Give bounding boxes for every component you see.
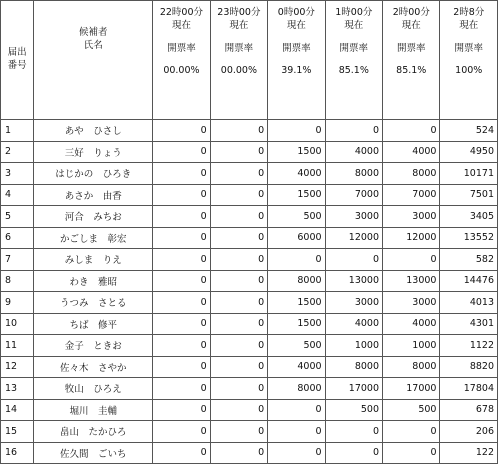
candidate-name: 牧山 ひろえ — [34, 378, 153, 400]
vote-count: 1000 — [325, 335, 382, 357]
table-row — [1, 421, 498, 443]
vote-count: 0 — [210, 206, 267, 228]
vote-count: 3000 — [383, 206, 440, 228]
entry-number: 16 — [1, 442, 34, 464]
vote-count: 4000 — [383, 141, 440, 163]
vote-count: 0 — [153, 249, 210, 271]
vote-count: 0 — [210, 399, 267, 421]
header-entry-number-line2: 番号 — [7, 60, 27, 71]
vote-count: 8000 — [383, 356, 440, 378]
vote-count: 6000 — [268, 227, 325, 249]
table-row — [1, 399, 498, 421]
entry-number: 1 — [1, 120, 34, 142]
header-candidate-name — [34, 1, 153, 120]
vote-count: 17000 — [325, 378, 382, 400]
header-time-1 — [210, 1, 267, 120]
vote-count: 8000 — [325, 356, 382, 378]
header-candidate-name-line1: 候補者 — [78, 27, 108, 38]
header-rate-label: 開票率 — [339, 42, 369, 54]
header-genzai: 現在 — [401, 19, 421, 31]
vote-count: 4013 — [440, 292, 498, 314]
vote-count: 4000 — [325, 313, 382, 335]
vote-count: 0 — [268, 442, 325, 464]
header-row — [1, 1, 498, 120]
entry-number: 15 — [1, 421, 34, 443]
vote-count: 0 — [153, 378, 210, 400]
header-candidate-name-line2: 氏名 — [83, 39, 103, 51]
vote-count: 8820 — [440, 356, 498, 378]
entry-number: 2 — [1, 141, 34, 163]
table-row — [1, 442, 498, 464]
table-row — [1, 378, 498, 400]
vote-count: 0 — [210, 120, 267, 142]
vote-count: 0 — [268, 399, 325, 421]
header-time-label: 0時00分 — [277, 7, 315, 18]
vote-count: 0 — [383, 120, 440, 142]
vote-count: 3000 — [325, 206, 382, 228]
header-genzai: 現在 — [459, 19, 479, 31]
vote-count: 3000 — [325, 292, 382, 314]
table-row — [1, 249, 498, 271]
vote-count: 0 — [153, 227, 210, 249]
vote-count: 0 — [153, 163, 210, 185]
vote-count: 4000 — [325, 141, 382, 163]
vote-count: 0 — [153, 399, 210, 421]
vote-count: 0 — [153, 184, 210, 206]
vote-count: 0 — [325, 442, 382, 464]
vote-count: 4301 — [440, 313, 498, 335]
vote-count: 0 — [325, 120, 382, 142]
vote-count: 13552 — [440, 227, 498, 249]
candidate-name: みしま りえ — [34, 249, 153, 271]
entry-number: 10 — [1, 313, 34, 335]
header-time-label: 2時8分 — [453, 7, 485, 18]
vote-count: 7501 — [440, 184, 498, 206]
vote-count: 7000 — [383, 184, 440, 206]
vote-count: 13000 — [325, 270, 382, 292]
vote-count: 122 — [440, 442, 498, 464]
table-row — [1, 184, 498, 206]
vote-count: 1500 — [268, 141, 325, 163]
entry-number: 14 — [1, 399, 34, 421]
vote-count: 0 — [153, 356, 210, 378]
vote-count: 7000 — [325, 184, 382, 206]
vote-count: 0 — [210, 356, 267, 378]
header-time-label: 2時00分 — [392, 7, 430, 18]
header-rate-label: 開票率 — [224, 42, 254, 54]
candidate-name: 三好 りょう — [34, 141, 153, 163]
vote-count: 0 — [153, 335, 210, 357]
entry-number: 11 — [1, 335, 34, 357]
entry-number: 12 — [1, 356, 34, 378]
vote-count: 0 — [153, 270, 210, 292]
vote-count: 500 — [325, 399, 382, 421]
vote-count: 4000 — [383, 313, 440, 335]
vote-count: 0 — [383, 249, 440, 271]
vote-count: 8000 — [325, 163, 382, 185]
entry-number: 6 — [1, 227, 34, 249]
vote-count: 0 — [383, 421, 440, 443]
candidate-name: 金子 ときお — [34, 335, 153, 357]
entry-number: 3 — [1, 163, 34, 185]
candidate-name: あさか 由香 — [34, 184, 153, 206]
vote-count: 0 — [210, 227, 267, 249]
vote-count: 0 — [268, 421, 325, 443]
vote-count: 12000 — [383, 227, 440, 249]
candidate-name: わき 雅昭 — [34, 270, 153, 292]
vote-count: 678 — [440, 399, 498, 421]
vote-count: 3405 — [440, 206, 498, 228]
header-time-label: 23時00分 — [217, 7, 261, 18]
header-time-0 — [153, 1, 210, 120]
vote-count: 13000 — [383, 270, 440, 292]
header-rate-value: 39.1% — [281, 65, 312, 77]
header-rate-value: 00.00% — [163, 65, 200, 77]
header-genzai: 現在 — [344, 19, 364, 31]
vote-count: 0 — [325, 421, 382, 443]
candidate-name: 堀川 圭輔 — [34, 399, 153, 421]
header-time-2 — [268, 1, 325, 120]
header-time-label: 22時00分 — [159, 7, 204, 18]
header-rate-label: 開票率 — [454, 42, 483, 54]
vote-count: 500 — [268, 206, 325, 228]
header-rate-label: 開票率 — [397, 42, 426, 54]
vote-count: 0 — [153, 206, 210, 228]
vote-count: 500 — [268, 335, 325, 357]
vote-count: 8000 — [383, 163, 440, 185]
vote-count: 0 — [153, 421, 210, 443]
vote-count: 0 — [210, 335, 267, 357]
table-row — [1, 313, 498, 335]
header-time-3 — [325, 1, 382, 120]
vote-count: 14476 — [440, 270, 498, 292]
vote-count: 0 — [210, 313, 267, 335]
vote-count: 0 — [210, 270, 267, 292]
vote-count: 4950 — [440, 141, 498, 163]
candidate-name: あや ひさし — [34, 120, 153, 142]
table-row — [1, 270, 498, 292]
table-row — [1, 120, 498, 142]
candidate-name: 佐々木 さやか — [34, 356, 153, 378]
header-rate-value: 00.00% — [220, 65, 258, 77]
entry-number: 5 — [1, 206, 34, 228]
vote-count: 0 — [210, 141, 267, 163]
entry-number: 9 — [1, 292, 34, 314]
header-rate-value: 85.1% — [396, 65, 427, 77]
vote-count: 0 — [210, 292, 267, 314]
vote-count: 206 — [440, 421, 498, 443]
vote-count: 12000 — [325, 227, 382, 249]
vote-count: 0 — [210, 442, 267, 464]
vote-count: 0 — [153, 141, 210, 163]
header-genzai: 現在 — [229, 19, 249, 31]
header-rate-label: 開票率 — [282, 42, 311, 54]
vote-count: 0 — [210, 163, 267, 185]
vote-count: 17000 — [383, 378, 440, 400]
vote-count: 500 — [383, 399, 440, 421]
vote-count: 0 — [210, 184, 267, 206]
candidate-name: かごしま 彰宏 — [34, 227, 153, 249]
vote-count: 4000 — [268, 356, 325, 378]
vote-count: 0 — [210, 378, 267, 400]
vote-count: 582 — [440, 249, 498, 271]
entry-number: 13 — [1, 378, 34, 400]
vote-count: 0 — [153, 442, 210, 464]
candidate-name: 佐久間 ごいち — [34, 442, 153, 464]
candidate-name: ちば 修平 — [34, 313, 153, 335]
header-time-label: 1時00分 — [335, 7, 373, 18]
table-row — [1, 206, 498, 228]
entry-number: 8 — [1, 270, 34, 292]
entry-number: 4 — [1, 184, 34, 206]
header-entry-number — [1, 1, 34, 120]
vote-count: 0 — [268, 249, 325, 271]
vote-count: 17804 — [440, 378, 498, 400]
vote-count: 8000 — [268, 270, 325, 292]
table-row — [1, 335, 498, 357]
header-entry-number-line1: 届出 — [7, 47, 27, 59]
vote-count: 0 — [210, 421, 267, 443]
vote-count: 1500 — [268, 313, 325, 335]
header-genzai: 現在 — [171, 19, 191, 31]
candidate-name: 畠山 たかひろ — [34, 421, 153, 443]
vote-count: 8000 — [268, 378, 325, 400]
entry-number: 7 — [1, 249, 34, 271]
header-time-4 — [383, 1, 440, 120]
vote-count: 0 — [268, 120, 325, 142]
table-row — [1, 141, 498, 163]
header-genzai: 現在 — [286, 19, 306, 31]
vote-count: 0 — [153, 313, 210, 335]
vote-count: 0 — [383, 442, 440, 464]
vote-count: 1500 — [268, 184, 325, 206]
header-rate-label: 開票率 — [167, 42, 196, 54]
candidate-name: うつみ さとる — [34, 292, 153, 314]
table-row — [1, 292, 498, 314]
vote-count: 0 — [153, 120, 210, 142]
candidate-name: 河合 みちお — [34, 206, 153, 228]
vote-count: 524 — [440, 120, 498, 142]
table-row — [1, 227, 498, 249]
vote-count: 4000 — [268, 163, 325, 185]
vote-count: 1500 — [268, 292, 325, 314]
header-rate-value: 100% — [455, 65, 483, 77]
table-row — [1, 356, 498, 378]
vote-count: 1000 — [383, 335, 440, 357]
table-row — [1, 163, 498, 185]
vote-count: 10171 — [440, 163, 498, 185]
vote-count: 0 — [325, 249, 382, 271]
header-rate-value: 85.1% — [338, 65, 369, 77]
vote-count: 0 — [153, 292, 210, 314]
candidate-name: はじかの ひろき — [34, 163, 153, 185]
vote-count: 3000 — [383, 292, 440, 314]
vote-count: 0 — [210, 249, 267, 271]
header-time-5 — [440, 1, 498, 120]
vote-count: 1122 — [440, 335, 498, 357]
